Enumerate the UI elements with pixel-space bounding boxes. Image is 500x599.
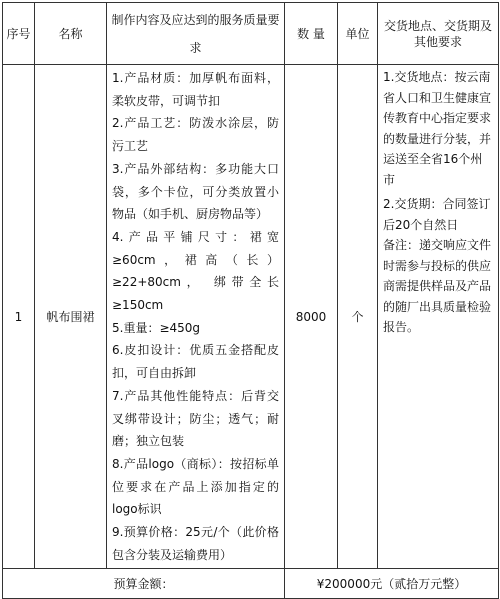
header-name: 名称 — [35, 3, 107, 65]
header-requirements: 交货地点、交货期及其他要求 — [378, 3, 499, 65]
item-quantity: 8000 — [285, 65, 338, 569]
content-item-features: 7.产品其他性能特点：后背交叉绑带设计；防尘；透气；耐磨；独立包装 — [112, 388, 279, 449]
total-row — [3, 569, 499, 599]
content-item-craft: 2.产品工艺：防泼水涂层，防污工艺 — [112, 116, 279, 154]
total-label: 预算金额： — [3, 569, 285, 599]
header-unit: 单位 — [338, 3, 378, 65]
content-item-logo: 8.产品logo（商标）：按招标单位要求在产品上添加指定的logo标识 — [112, 456, 279, 517]
content-item-size: 4.产品平铺尺寸：裙宽≥60cm，裙高（长）≥22+80cm， 绑带全长≥150cm — [112, 229, 279, 313]
delivery-place: 1.交货地点：按云南省人口和卫生健康宣传教育中心指定要求的数量进行分装，并运送至全省16个州市 — [383, 70, 492, 187]
content-list — [107, 65, 284, 568]
header-quantity: 数 量 — [285, 3, 338, 65]
item-row — [3, 65, 499, 569]
content-item-buckle: 6.皮扣设计：优质五金搭配皮扣，可自由拆卸 — [112, 343, 279, 381]
item-name: 帆布围裙 — [35, 65, 107, 569]
content-item-weight: 5.重量：≥450g — [112, 320, 201, 335]
item-seq: 1 — [3, 65, 35, 569]
content-item-structure: 3.产品外部结构：多功能大口袋，多个卡位，可分类放置小物品（如手机、厨房物品等） — [112, 161, 279, 222]
procurement-spec-table — [2, 2, 499, 599]
header-row — [3, 3, 499, 65]
header-content: 制作内容及应达到的服务质量要求 — [107, 3, 285, 65]
requirements-note: 备注：递交响应文件时需参与投标的供应商需提供样品及产品的随厂出具质量检验报告。 — [383, 238, 492, 334]
content-item-material: 1.产品材质：加厚帆布面料，柔软皮带，可调节扣 — [112, 71, 279, 108]
item-content-cell — [107, 65, 285, 569]
item-requirements-cell — [378, 65, 499, 569]
header-seq: 序号 — [3, 3, 35, 65]
content-item-price: 9.预算价格：25元/个（此价格包含分装及运输费用） — [112, 525, 279, 562]
requirements-block — [378, 65, 498, 340]
delivery-period: 2.交货期：合同签订后20个自然日 — [383, 197, 491, 232]
total-value: ¥200000元（贰拾万元整） — [285, 569, 499, 599]
item-unit: 个 — [338, 65, 378, 569]
